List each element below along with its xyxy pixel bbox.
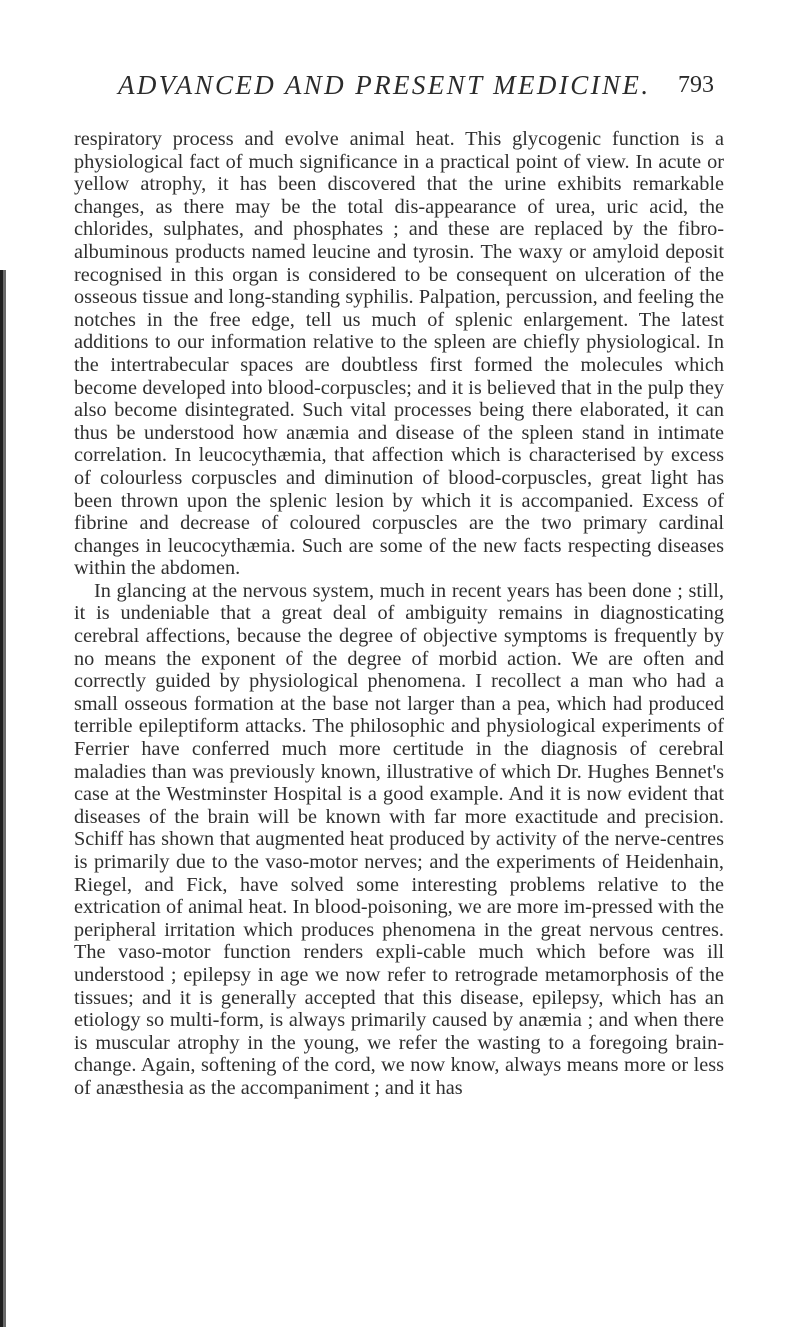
paragraph-2: In glancing at the nervous system, much in recent years has been done ; still, it is undeniable that a great deal of ambiguity remains in diagnosticating cerebral affections, because the degree of objective symptoms is frequently by no means the exponent of the degree of morbid action. We are often and correctly guided by physiological phenomena. I recollect a man who had a small osseous formation at the base not larger than a pea, which had produced terrible epileptiform attacks. The philosophic and physiological experiments of Ferrier have conferred much more certitude in the diagnosis of cerebral maladies than was previously known, illustrative of which Dr. Hughes Bennet's case at the Westminster Hospital is a good example. And it is now evident that diseases of the brain will be known with far more exactitude and precision. Schiff has shown that augmented heat produced by activity of the nerve-centres is primarily due to the vaso-motor nerves; and the experiments of Heidenhain, Riegel, and Fick, have solved some interesting problems relative to the extrication of animal heat. In blood-poisoning, we are more im-pressed with the peripheral irritation which produces phenomena in the great nervous centres. The vaso-motor function renders expli-cable much which before was ill understood ; epilepsy in age we now refer to retrograde metamorphosis of the tissues; and it is generally accepted that this disease, epilepsy, which has an etiology so multi-form, is always primarily caused by anæmia ; and when there is muscular atrophy in the young, we refer the wasting to a foregoing brain-change. Again, softening of the cord, we now know, always means more or less of anæsthesia as the accompaniment ; and it has [74, 579, 724, 1099]
body-text [74, 128, 724, 1100]
paragraph-1: respiratory process and evolve animal heat. This glycogenic function is a physiological fact of much significance in a practical point of view. In acute or yellow atrophy, it has been discovered that the urine exhibits remarkable changes, as there may be the total dis-appearance of urea, uric acid, the chlorides, sulphates, and phosphates ; and these are replaced by the fibro-albuminous products named leucine and tyrosin. The waxy or amyloid deposit recognised in this organ is considered to be consequent on ulceration of the osseous tissue and long-standing syphilis. Palpation, percussion, and feeling the notches in the free edge, tell us much of splenic enlargement. The latest additions to our information relative to the spleen are chiefly physiological. In the intertrabecular spaces are doubtless first formed the molecules which become developed into blood-corpuscles; and it is believed that in the pulp they also become disintegrated. Such vital processes being there elaborated, it can thus be understood how anæmia and disease of the spleen stand in intimate correlation. In leucocythæmia, that affection which is characterised by excess of colourless corpuscles and diminution of blood-corpuscles, great light has been thrown upon the splenic lesion by which it is accompanied. Excess of fibrine and decrease of coloured corpuscles are the two primary cardinal changes in leucocythæmia. Such are some of the new facts respecting diseases within the abdomen. [74, 128, 724, 580]
page-edge-bar [0, 270, 6, 1327]
running-title: ADVANCED AND PRESENT MEDICINE. [118, 70, 651, 100]
page-header [0, 70, 800, 110]
page-number: 793 [678, 72, 714, 98]
